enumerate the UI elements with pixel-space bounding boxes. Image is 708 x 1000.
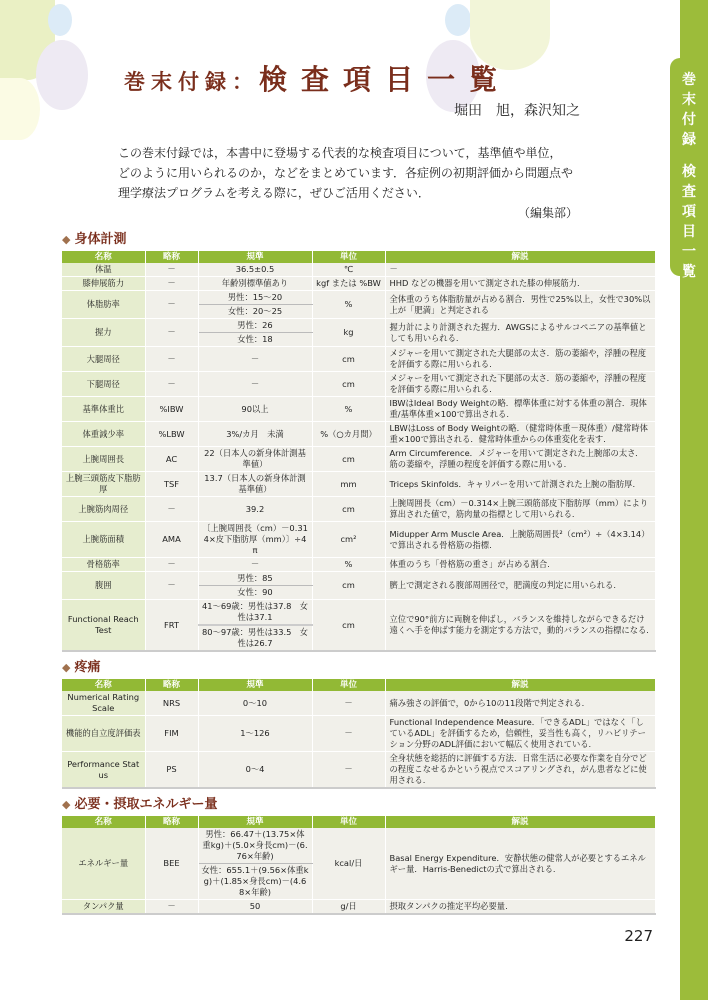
cell-abbr: － [145,572,198,600]
tab-char: 巻 [682,72,696,88]
table-row [62,752,655,789]
cell-description: 臍上で測定される腹部周囲径で，肥満度の判定に用いられる. [385,572,655,600]
cell-name: 体脂肪率 [62,291,145,319]
cell-unit: cm [312,447,385,472]
intro-line: この巻末付録では，本書中に登場する代表的な検査項目について，基準値や単位， [118,146,562,160]
cell-standard: 男性：66.47＋(13.75×体重kg)＋(5.0×身長cm)－(6.76×年齢) [198,828,312,864]
cell-standard: 女性：18 [198,333,312,347]
cell-abbr: PS [145,752,198,789]
side-index-tab[interactable] [670,58,708,280]
cell-unit: cm [312,347,385,372]
table-row [62,319,655,333]
section-title: 疼痛 [74,660,101,675]
diamond-icon: ◆ [62,233,71,246]
section-heading [62,660,655,676]
column-header: 単位 [312,251,385,263]
table-row [62,716,655,752]
data-table [62,679,656,789]
cell-standard: 年齢別標準値あり [198,277,312,291]
cell-name: 体温 [62,263,145,277]
table-row [62,277,655,291]
cell-unit: %（○カ月間） [312,422,385,447]
section-title: 必要・摂取エネルギー量 [74,797,218,812]
table-row [62,263,655,277]
cell-standard: 3%/カ月 未満 [198,422,312,447]
diamond-icon: ◆ [62,661,71,674]
cell-name: Functional Reach Test [62,600,145,652]
cell-description: メジャーを用いて測定された下腿部の太さ．筋の萎縮や，浮腫の程度を評価する際に用いられる. [385,372,655,397]
cell-standard: 41～69歳：男性は37.8 女性は37.1 [198,600,312,626]
intro-line: 理学療法プログラムを考える際に，ぜひご活用ください． [118,186,430,200]
cell-standard: － [198,558,312,572]
column-header: 名称 [62,679,145,691]
column-header: 単位 [312,816,385,828]
column-header: 解説 [385,679,655,691]
cell-abbr: TSF [145,472,198,497]
cell-standard: 50 [198,900,312,915]
cell-unit: ℃ [312,263,385,277]
cell-description: 痛み強さの評価で，0から10の11段階で判定される. [385,691,655,716]
cell-unit: % [312,291,385,319]
cell-abbr: %LBW [145,422,198,447]
authors: 堀田 旭，森沢知之 [454,103,580,119]
cell-abbr: － [145,497,198,522]
cell-abbr: － [145,319,198,347]
cell-abbr: BEE [145,828,198,900]
tab-char: 項 [682,204,696,220]
cell-description: Midupper Arm Muscle Area．上腕筋周囲長²（cm²）÷（4×3.14）で算出される骨格筋の指標. [385,522,655,558]
cell-abbr: － [145,558,198,572]
cell-standard: 女性：655.1＋(9.56×体重kg)＋(1.85×身長cm)－(4.68×年齢) [198,864,312,900]
cell-abbr: － [145,372,198,397]
cell-unit: － [312,752,385,789]
table-row [62,472,655,497]
table-row [62,558,655,572]
cell-name: 腹囲 [62,572,145,600]
cell-standard: 1～126 [198,716,312,752]
cell-standard: 女性：20～25 [198,305,312,319]
cell-description: IBWはIdeal Body Weightの略．標準体重に対する体重の割合．現体重/基準体重×100で算出される. [385,397,655,422]
cell-description: Arm Circumference．メジャーを用いて測定された上腕部の太さ．筋の萎縮や，浮腫の程度を評価する際に用いる. [385,447,655,472]
cell-abbr: AMA [145,522,198,558]
cell-unit: cm [312,600,385,652]
section-title: 身体計測 [74,232,127,247]
table-row [62,497,655,522]
cell-unit: － [312,716,385,752]
intro-line: どのように用いられるのか，などをまとめています．各症例の初期評価から問題点や [118,166,574,180]
cell-name: 上腕筋肉周径 [62,497,145,522]
cell-name: 上腕筋面積 [62,522,145,558]
editor-credit: （編集部） [517,206,578,220]
cell-description: 立位で90°前方に両腕を伸ばし，バランスを維持しながらできるだけ遠くへ手を伸ばす能力を測定する方法で，動的バランスの指標になる. [385,600,655,652]
tab-char: 査 [682,184,696,200]
cell-standard: － [198,347,312,372]
cell-standard: 男性：26 [198,319,312,333]
cell-unit: % [312,397,385,422]
cell-abbr: － [145,900,198,915]
column-header: 解説 [385,816,655,828]
column-header: 解説 [385,251,655,263]
cell-description: － [385,263,655,277]
cell-standard: 22（日本人の新身体計測基準値） [198,447,312,472]
cell-abbr: － [145,263,198,277]
cell-standard: 80～97歳：男性は33.5 女性は26.7 [198,625,312,651]
cell-unit: kgf または %BW [312,277,385,291]
table-row [62,522,655,558]
tab-char: 覧 [682,264,696,280]
cell-name: 膝伸展筋力 [62,277,145,291]
cell-unit: cm [312,497,385,522]
cell-description: 摂取タンパクの推定平均必要量. [385,900,655,915]
cell-description: HHD などの機器を用いて測定された膝の伸展筋力. [385,277,655,291]
cell-name: Performance Status [62,752,145,789]
cell-standard: 女性：90 [198,586,312,600]
tab-char: 末 [682,92,696,108]
cell-name: 大腿周径 [62,347,145,372]
cell-name: 基準体重比 [62,397,145,422]
cell-unit: % [312,558,385,572]
column-header: 規準 [198,816,312,828]
cell-name: タンパク量 [62,900,145,915]
cell-description: Functional Independence Measure．「できるADL」ではなく「しているADL」を評価するため，信頼性，妥当性も高く，リハビリテーション分野のADL評価において幅広く使用されている. [385,716,655,752]
column-header: 単位 [312,679,385,691]
section-heading [62,797,655,813]
cell-description: Basal Energy Expenditure．安静状態の健常人が必要とするエネルギー量．Harris-Benedictの式で算出される. [385,828,655,900]
column-header: 略称 [145,679,198,691]
cell-description: Triceps Skinfolds．キャリパーを用いて計測された上腕の脂肪厚. [385,472,655,497]
cell-abbr: － [145,277,198,291]
cell-abbr: FIM [145,716,198,752]
deco-circle [0,78,40,140]
table-row [62,347,655,372]
cell-unit: cm [312,572,385,600]
cell-name: 握力 [62,319,145,347]
column-header: 略称 [145,816,198,828]
cell-standard: 39.2 [198,497,312,522]
section-heading [62,232,655,248]
title-main: 検査項目一覧 [259,63,512,96]
cell-standard: 〔上腕周囲長（cm）－0.314×皮下脂肪厚（mm）〕÷4π [198,522,312,558]
tab-char: 付 [682,112,696,128]
cell-standard: 0～4 [198,752,312,789]
data-table [62,816,656,915]
table-row [62,572,655,586]
column-header: 規準 [198,679,312,691]
diamond-icon: ◆ [62,798,71,811]
title-prefix: 巻末付録： [124,70,259,94]
cell-standard: 90以上 [198,397,312,422]
cell-standard: － [198,372,312,397]
table-row [62,291,655,305]
table-row [62,900,655,915]
cell-unit: cm² [312,522,385,558]
tab-char: 検 [682,164,696,180]
cell-description: 全体重のうち体脂肪量が占める割合．男性で25%以上，女性で30%以上が「肥満」と判定される [385,291,655,319]
column-header: 規準 [198,251,312,263]
cell-abbr: NRS [145,691,198,716]
cell-description: 握力計により計測された握力．AWGSによるサルコペニアの基準値としても用いられる. [385,319,655,347]
cell-standard: 男性：85 [198,572,312,586]
tab-char: 目 [682,224,696,240]
table-row [62,447,655,472]
cell-unit: mm [312,472,385,497]
column-header: 名称 [62,816,145,828]
tab-char: 録 [682,132,696,148]
cell-name: 上腕三頭筋皮下脂肪厚 [62,472,145,497]
page-number: 227 [624,927,653,945]
cell-name: 下腿周径 [62,372,145,397]
table-row [62,600,655,626]
cell-unit: kg [312,319,385,347]
cell-unit: cm [312,372,385,397]
cell-name: 体重減少率 [62,422,145,447]
table-row [62,397,655,422]
table-row [62,691,655,716]
cell-name: 機能的自立度評価表 [62,716,145,752]
cell-description: 体重のうち「骨格筋の重さ」が占める割合. [385,558,655,572]
cell-description: 全身状態を総括的に評価する方法．日常生活に必要な作業を自分でどの程度こなせるかという視点でスコアリングされ，がん患者などに使用される. [385,752,655,789]
cell-abbr: %IBW [145,397,198,422]
cell-name: Numerical Rating Scale [62,691,145,716]
cell-name: エネルギー量 [62,828,145,900]
cell-name: 上腕周囲長 [62,447,145,472]
cell-unit: g/日 [312,900,385,915]
cell-abbr: － [145,347,198,372]
column-header: 名称 [62,251,145,263]
cell-standard: 0～10 [198,691,312,716]
cell-standard: 男性：15～20 [198,291,312,305]
cell-description: LBWはLoss of Body Weightの略．（健常時体重－現体重）/健常時体重×100で算出される．健常時体重からの体重変化を表す. [385,422,655,447]
cell-description: 上腕周囲長（cm）－0.314×上腕三頭筋部皮下脂肪厚（mm）により算出された値で，筋肉量の指標として用いられる. [385,497,655,522]
data-table [62,251,656,652]
cell-standard: 13.7（日本人の新身体計測基準値） [198,472,312,497]
column-header: 略称 [145,251,198,263]
cell-abbr: FRT [145,600,198,652]
cell-description: メジャーを用いて測定された大腿部の太さ．筋の萎縮や，浮腫の程度を評価する際に用いられる. [385,347,655,372]
tab-char: 一 [682,244,696,260]
table-row [62,828,655,864]
cell-standard: 36.5±0.5 [198,263,312,277]
cell-abbr: － [145,291,198,319]
cell-name: 骨格筋率 [62,558,145,572]
table-row [62,372,655,397]
cell-abbr: AC [145,447,198,472]
cell-unit: － [312,691,385,716]
table-row [62,422,655,447]
cell-unit: kcal/日 [312,828,385,900]
